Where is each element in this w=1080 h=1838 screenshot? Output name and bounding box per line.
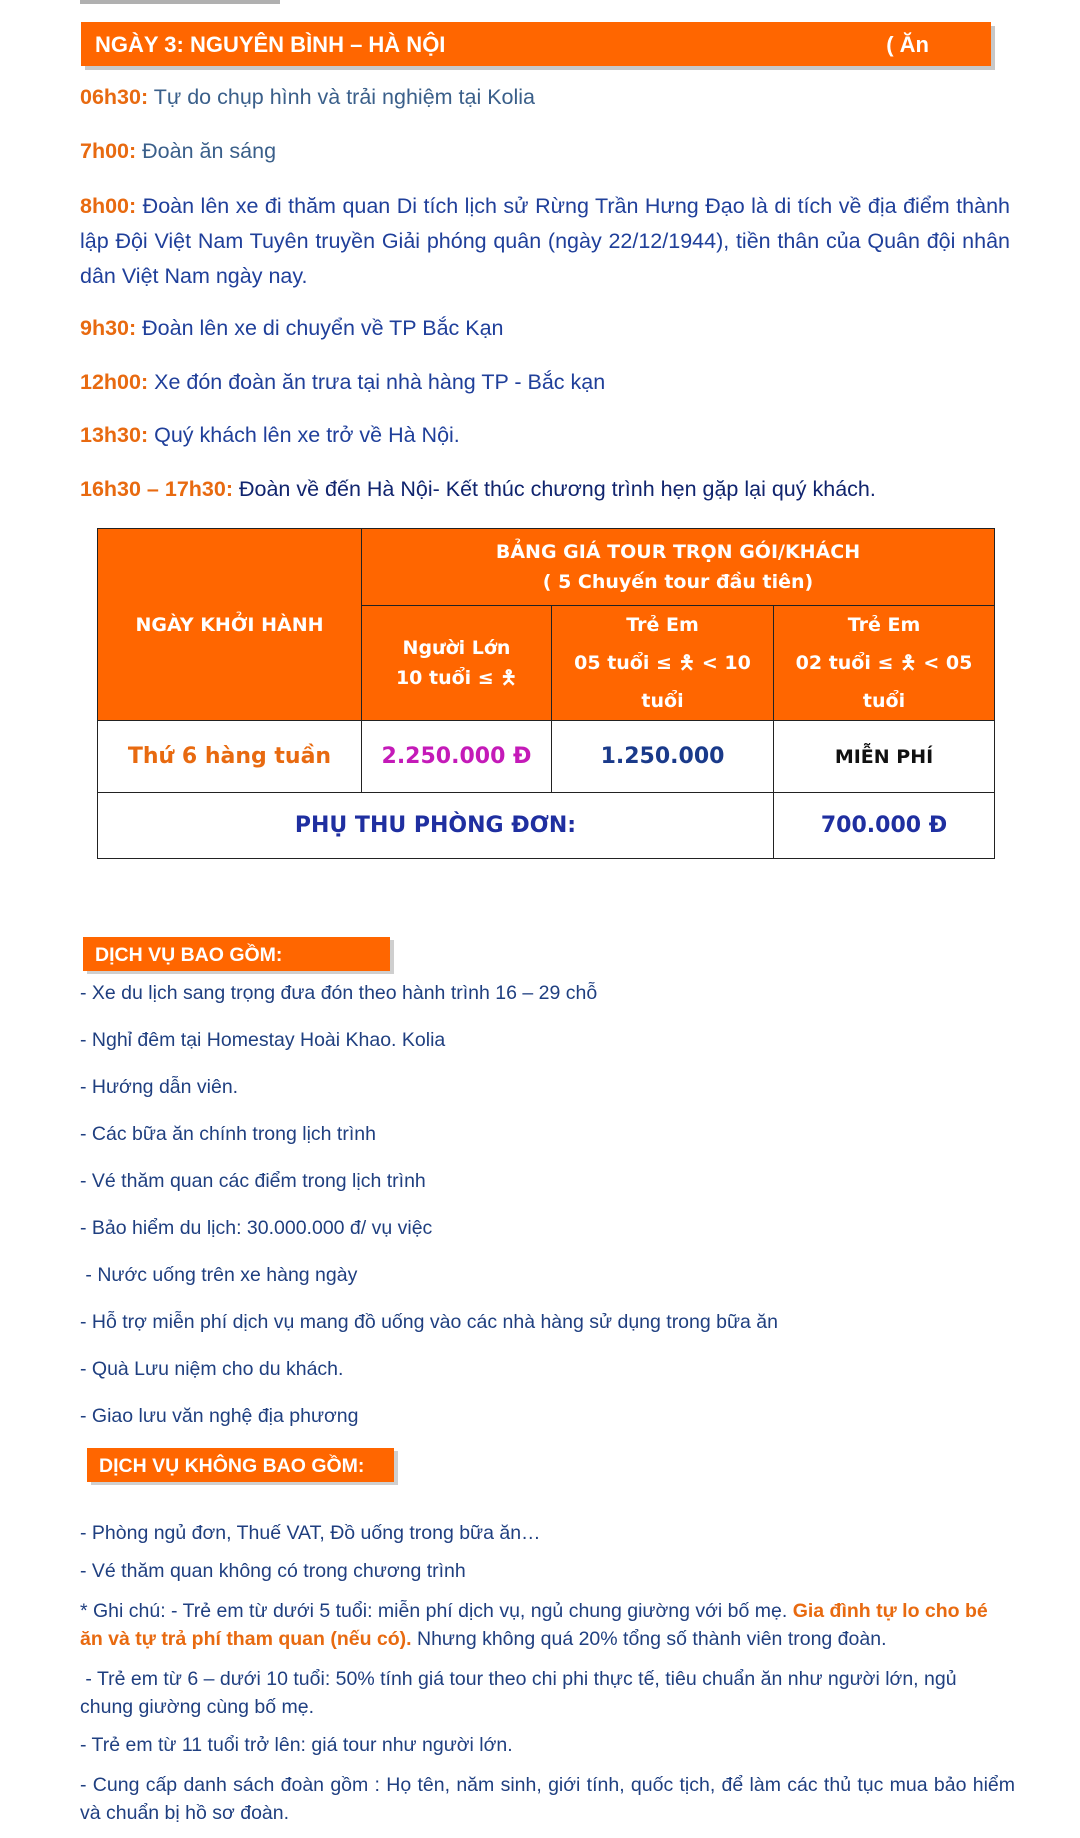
child-2-5-price: MIỄN PHÍ xyxy=(774,721,995,793)
previous-page-edge xyxy=(80,0,280,4)
departure-header: NGÀY KHỞI HÀNH xyxy=(98,529,362,721)
note-child-under-5: * Ghi chú: - Trẻ em từ dưới 5 tuổi: miễn phí dịch vụ, ngủ chung giường với bố mẹ. Gia đình tự lo cho bé ăn và tự trả phí tham quan (nếu có). Nhưng không quá 20% tổng số thành viên trong đoàn. xyxy=(80,1600,988,1650)
day-meal-note: ( Ăn xyxy=(886,32,929,57)
schedule-item: 8h00: Đoàn lên xe đi thăm quan Di tích lịch sử Rừng Trần Hưng Đạo là di tích về địa điểm thành lập Đội Việt Nam Tuyên truyền Giải phóng quân (ngày 22/12/1944), tiền thân của Quân đội nhân dân Việt Nam ngày nay. xyxy=(80,194,1010,288)
schedule-item: 9h30: Đoàn lên xe di chuyển về TP Bắc Kạn xyxy=(80,316,504,340)
excluded-item: - Phòng ngủ đơn, Thuế VAT, Đồ uống trong bữa ăn… xyxy=(80,1522,541,1544)
person-icon: 🯅 xyxy=(500,667,518,689)
price-table-title: BẢNG GIÁ TOUR TRỌN GÓI/KHÁCH ( 5 Chuyến tour đầu tiên) xyxy=(362,529,995,606)
schedule-item: 13h30: Quý khách lên xe trở về Hà Nội. xyxy=(80,423,460,447)
note-guest-list: - Cung cấp danh sách đoàn gồm : Họ tên, năm sinh, giới tính, quốc tịch, để làm các thủ tục mua bảo hiểm và chuẩn bị hồ sơ đoàn. xyxy=(80,1774,1015,1824)
included-services-header: DỊCH VỤ BAO GỒM: xyxy=(83,937,390,971)
included-item: - Nghỉ đêm tại Homestay Hoài Khao. Kolia xyxy=(80,1029,446,1051)
schedule-item: 12h00: Xe đón đoàn ăn trưa tại nhà hàng TP - Bắc kạn xyxy=(80,370,606,394)
note-child-6-10: - Trẻ em từ 6 – dưới 10 tuổi: 50% tính giá tour theo chi phi thực tế, tiêu chuẩn ăn như người lớn, ngủ chung giường cùng bố mẹ. xyxy=(80,1668,962,1718)
excluded-item: - Vé thăm quan không có trong chương trình xyxy=(80,1560,466,1582)
adult-price: 2.250.000 Đ xyxy=(362,721,552,793)
included-item: - Hỗ trợ miễn phí dịch vụ mang đồ uống vào các nhà hàng sử dụng trong bữa ăn xyxy=(80,1311,778,1333)
schedule-item: 7h00: Đoàn ăn sáng xyxy=(80,139,277,163)
single-room-surcharge-price: 700.000 Đ xyxy=(774,793,995,859)
departure-value: Thứ 6 hàng tuần xyxy=(98,721,362,793)
included-item: - Bảo hiểm du lịch: 30.000.000 đ/ vụ việc xyxy=(80,1217,433,1239)
child-5-10-header: Trẻ Em 05 tuổi ≤ 🯅 < 10 tuổi xyxy=(552,606,774,721)
person-icon: 🯅 xyxy=(678,652,696,674)
included-item: - Nước uống trên xe hàng ngày xyxy=(80,1264,358,1286)
child-2-5-header: Trẻ Em 02 tuổi ≤ 🯅 < 05 tuổi xyxy=(774,606,995,721)
schedule-item: 06h30: Tự do chụp hình và trải nghiệm tại Kolia xyxy=(80,85,536,109)
adult-header: Người Lớn 10 tuổi ≤ 🯅 xyxy=(362,606,552,721)
included-item: - Quà Lưu niệm cho du khách. xyxy=(80,1358,344,1380)
included-item: - Giao lưu văn nghệ địa phương xyxy=(80,1405,359,1427)
note-child-11: - Trẻ em từ 11 tuổi trở lên: giá tour như người lớn. xyxy=(80,1734,513,1756)
included-item: - Các bữa ăn chính trong lịch trình xyxy=(80,1123,376,1145)
day-title: NGÀY 3: NGUYÊN BÌNH – HÀ NỘI xyxy=(95,32,446,57)
excluded-services-header: DỊCH VỤ KHÔNG BAO GỒM: xyxy=(87,1448,394,1482)
included-item: - Hướng dẫn viên. xyxy=(80,1076,239,1098)
child-5-10-price: 1.250.000 xyxy=(552,721,774,793)
person-icon: 🯅 xyxy=(900,652,917,674)
included-item: - Xe du lịch sang trọng đưa đón theo hành trình 16 – 29 chỗ xyxy=(80,982,598,1004)
day-3-header xyxy=(81,22,991,66)
included-item: - Vé thăm quan các điểm trong lịch trình xyxy=(80,1170,426,1192)
single-room-surcharge-label: PHỤ THU PHÒNG ĐƠN: xyxy=(98,793,774,859)
schedule-item: 16h30 – 17h30: Đoàn về đến Hà Nội- Kết thúc chương trình hẹn gặp lại quý khách. xyxy=(80,477,876,501)
price-table xyxy=(97,528,995,859)
